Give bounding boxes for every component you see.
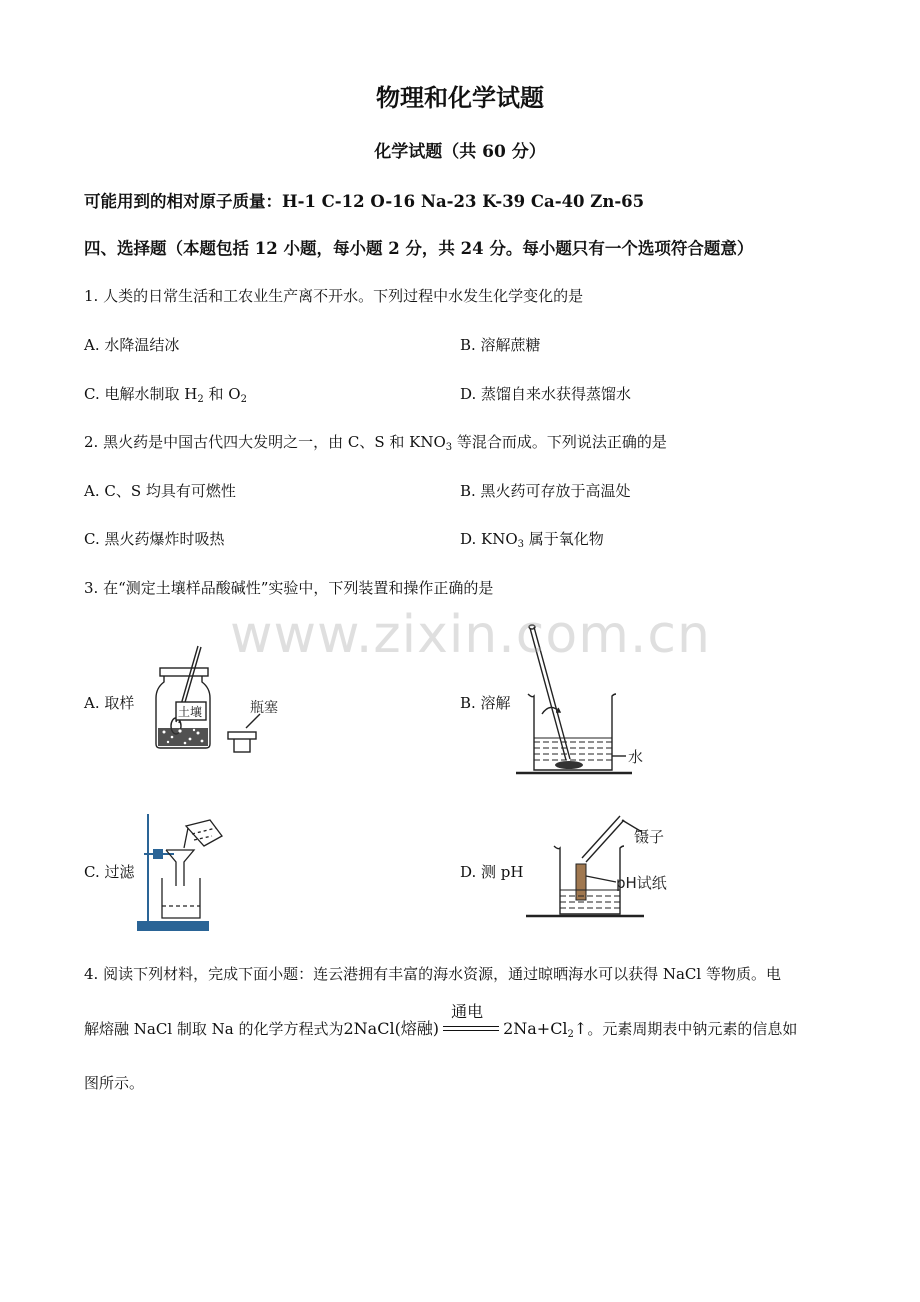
q4-line1: 4. 阅读下列材料，完成下面小题：连云港拥有丰富的海水资源，通过晾晒海水可以获得 NaCl 等物质。电 — [84, 965, 781, 983]
figure-d-ph-test — [524, 806, 694, 922]
chemistry-subtitle: 化学试题（共 60 分） — [374, 142, 546, 162]
q3-option-a: A. 取样 — [84, 694, 135, 712]
fig-b-water-label: 水 — [628, 748, 644, 766]
q1-option-d: D. 蒸馏自来水获得蒸馏水 — [460, 385, 632, 403]
equation-left: 2NaCl(熔融) — [343, 1019, 440, 1038]
q1-option-b: B. 溶解蔗糖 — [460, 336, 541, 354]
q1-option-c: C. 电解水制取 $H_2$ 和 $O_2$ — [84, 385, 247, 405]
q3-option-c: C. 过滤 — [84, 863, 135, 881]
q3-stem: 3. 在“测定土壤样品酸碱性”实验中，下列装置和操作正确的是 — [84, 579, 494, 597]
q2-option-d: D. $KNO_3$ 属于氧化物 — [460, 530, 604, 550]
q2-option-c: C. 黑火药爆炸时吸热 — [84, 530, 225, 548]
q3-option-d: D. 测 pH — [460, 863, 524, 881]
q2-stem: 2. 黑火药是中国古代四大发明之一，由 C、S 和 $KNO_3$ 等混合而成。下列说法正确的是 — [84, 433, 667, 453]
equation-condition: 通电 — [441, 1023, 501, 1037]
atomic-masses: 可能用到的相对原子质量：H-1 C-12 O-16 Na-23 K-39 Ca-40 Zn-65 — [84, 192, 645, 211]
fig-d-paper-label: pH试纸 — [616, 874, 667, 892]
watermark: www.zixin.com.cn — [230, 605, 711, 665]
q3-option-b: B. 溶解 — [460, 694, 511, 712]
q1-stem: 1. 人类的日常生活和工农业生产离不开水。下列过程中水发生化学变化的是 — [84, 287, 584, 305]
page-title: 物理和化学试题 — [376, 83, 544, 112]
fig-a-soil-label: 土壤 — [178, 705, 203, 719]
equation-right: $2Na+Cl_2↑$ — [503, 1019, 588, 1040]
figure-c-filtering — [134, 806, 234, 936]
fig-a-stopper-label: 瓶塞 — [250, 700, 278, 716]
section-heading: 四、选择题（本题包括 12 小题，每小题 2 分，共 24 分。每小题只有一个选项符合题意） — [84, 239, 754, 258]
q2-option-a: A. C、S 均具有可燃性 — [84, 482, 236, 500]
fig-d-tweezers-label: 镊子 — [634, 828, 665, 846]
q2-option-b: B. 黑火药可存放于高温处 — [460, 482, 631, 500]
q4-line2: 解熔融 NaCl 制取 Na 的化学方程式为2NaCl(熔融) 通电 $2Na+Cl_2↑$。元素周期表中钠元素的信息如 — [84, 1002, 798, 1040]
q1-option-a: A. 水降温结冰 — [84, 336, 180, 354]
q4-line3: 图所示。 — [84, 1074, 145, 1092]
